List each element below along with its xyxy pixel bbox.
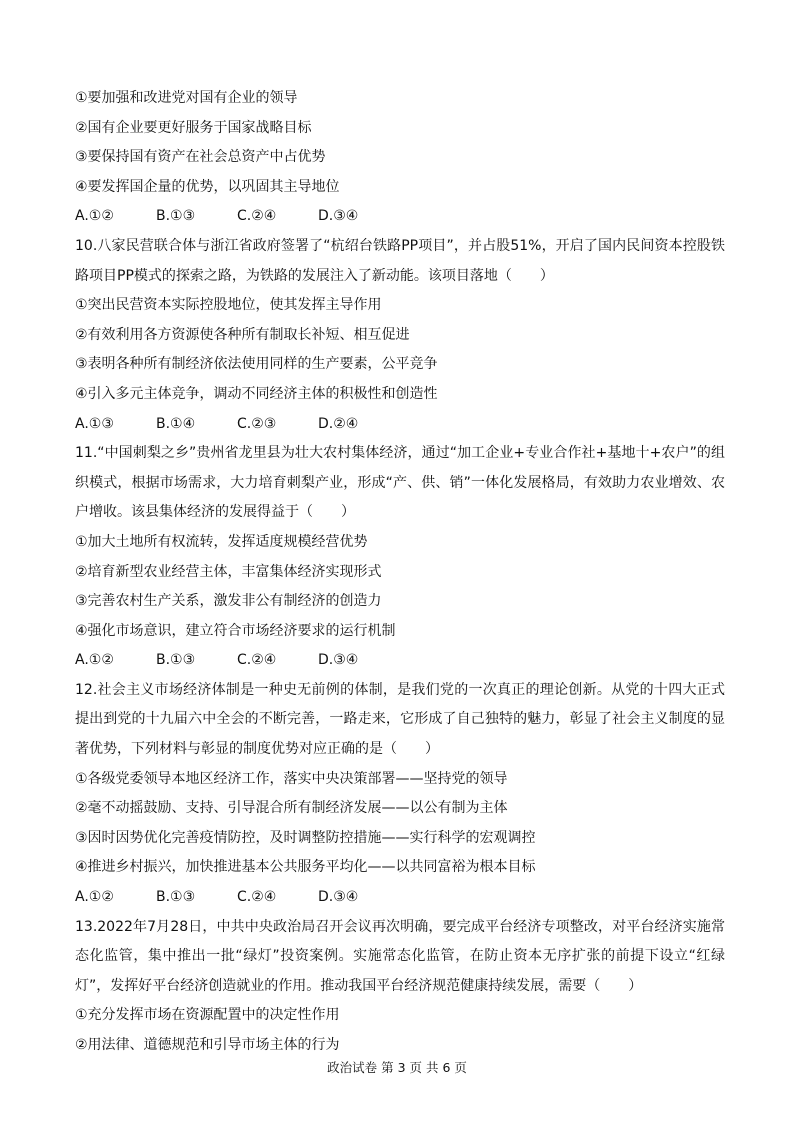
- q9-option-c: C.②④: [237, 208, 277, 225]
- q11-option-c: C.②④: [237, 652, 277, 669]
- question-13: [75, 913, 725, 1061]
- q9-option-b: B.①③: [156, 208, 196, 225]
- question-11: [75, 439, 725, 676]
- q11-item-3: ③完善农村生产关系，激发非公有制经济的创造力: [75, 593, 382, 610]
- q9-item-1: ①要加强和改进党对国有企业的领导: [75, 90, 298, 106]
- q9-option-a: A.①②: [75, 208, 114, 225]
- q12-item-4: ④推进乡村振兴，加快推进基本公共服务平均化——以共同富裕为根本目标: [75, 859, 536, 876]
- q9-item-3: ③要保持国有资产在社会总资产中占优势: [75, 149, 326, 166]
- q13-item-1: ①充分发挥市场在资源配置中的决定性作用: [75, 1007, 340, 1024]
- q12-item-3: ③因时因势优化完善疫情防控，及时调整防控措施——实行科学的宏观调控: [75, 829, 536, 846]
- q11-item-1: ①加大土地所有权流转，发挥适度规模经营优势: [75, 533, 368, 550]
- q12-item-1: ①各级党委领导本地区经济工作，落实中央决策部署——坚持党的领导: [75, 770, 508, 787]
- question-10: [75, 232, 725, 439]
- question-9-continued: [75, 84, 725, 232]
- q10-item-1: ①突出民营资本实际控股地位，使其发挥主导作用: [75, 297, 382, 314]
- question-12: [75, 676, 725, 913]
- q9-item-2: ②国有企业要更好服务于国家战略目标: [75, 119, 312, 136]
- q11-option-d: D.③④: [318, 652, 359, 669]
- q11-stem: 11.“中国刺梨之乡”贵州省龙里县为壮大农村集体经济，通过“加工企业+专业合作社+基地十+农户”的组织模式，根据市场需求，大力培育刺梨产业，形成“产、供、销”一体化发展格局，有效助力农业增效、农户增收。该县集体经济的发展得益于（ ）: [75, 445, 725, 521]
- q13-stem: 13.2022年7月28日，中共中央政治局召开会议再次明确，要完成平台经济专项整改，对平台经济实施常态化监管，集中推出一批“绿灯”投资案例。实施常态化监管，在防止资本无序扩张的前提下设立“红绿灯”，发挥好平台经济创造就业的作用。推动我国平台经济规范健康持续发展，需要（ ）: [75, 918, 725, 994]
- q10-option-c: C.②③: [237, 415, 277, 432]
- q12-options: [75, 883, 725, 913]
- q9-options: [75, 202, 725, 232]
- q10-item-3: ③表明各种所有制经济依法使用同样的生产要素，公平竞争: [75, 356, 438, 373]
- q11-item-2: ②培育新型农业经营主体，丰富集体经济实现形式: [75, 563, 382, 580]
- q10-option-a: A.①③: [75, 415, 114, 432]
- page-content: [75, 84, 725, 1061]
- q11-option-b: B.①③: [156, 652, 196, 669]
- q12-option-c: C.②④: [237, 889, 277, 906]
- q12-stem: 12.社会主义市场经济体制是一种史无前例的体制，是我们党的一次真正的理论创新。从党的十四大正式提出到党的十九届六中全会的不断完善，一路走来，它形成了自己独特的魅力，彰显了社会主义制度的显著优势，下列材料与彰显的制度优势对应正确的是（ ）: [75, 681, 725, 758]
- q10-options: [75, 410, 725, 440]
- q9-item-4: ④要发挥国企量的优势，以巩固其主导地位: [75, 178, 340, 195]
- q12-option-b: B.①③: [156, 889, 196, 906]
- q10-item-4: ④引入多元主体竞争，调动不同经济主体的积极性和创造性: [75, 385, 438, 402]
- q10-option-b: B.①④: [156, 415, 196, 432]
- q10-item-2: ②有效利用各方资源使各种所有制取长补短、相互促进: [75, 326, 410, 343]
- q11-option-a: A.①②: [75, 652, 114, 669]
- q12-item-2: ②毫不动摇鼓励、支持、引导混合所有制经济发展——以公有制为主体: [75, 800, 508, 817]
- q9-option-d: D.③④: [318, 208, 359, 225]
- q13-item-2: ②用法律、道德规范和引导市场主体的行为: [75, 1037, 340, 1053]
- q10-stem: 10.八家民营联合体与浙江省政府签署了“杭绍台铁路PP项目”，并占股51%，开启了国内民间资本控股铁路项目PP模式的探索之路，为铁路的发展注入了新动能。该项目落地（ ）: [75, 237, 725, 284]
- q11-options: [75, 646, 725, 676]
- q10-option-d: D.②④: [318, 415, 359, 432]
- q11-item-4: ④强化市场意识，建立符合市场经济要求的运行机制: [75, 622, 396, 639]
- q12-option-a: A.①②: [75, 889, 114, 906]
- q12-option-d: D.③④: [318, 889, 359, 906]
- page-footer: 政治试卷 第 3 页 共 6 页: [327, 1060, 467, 1075]
